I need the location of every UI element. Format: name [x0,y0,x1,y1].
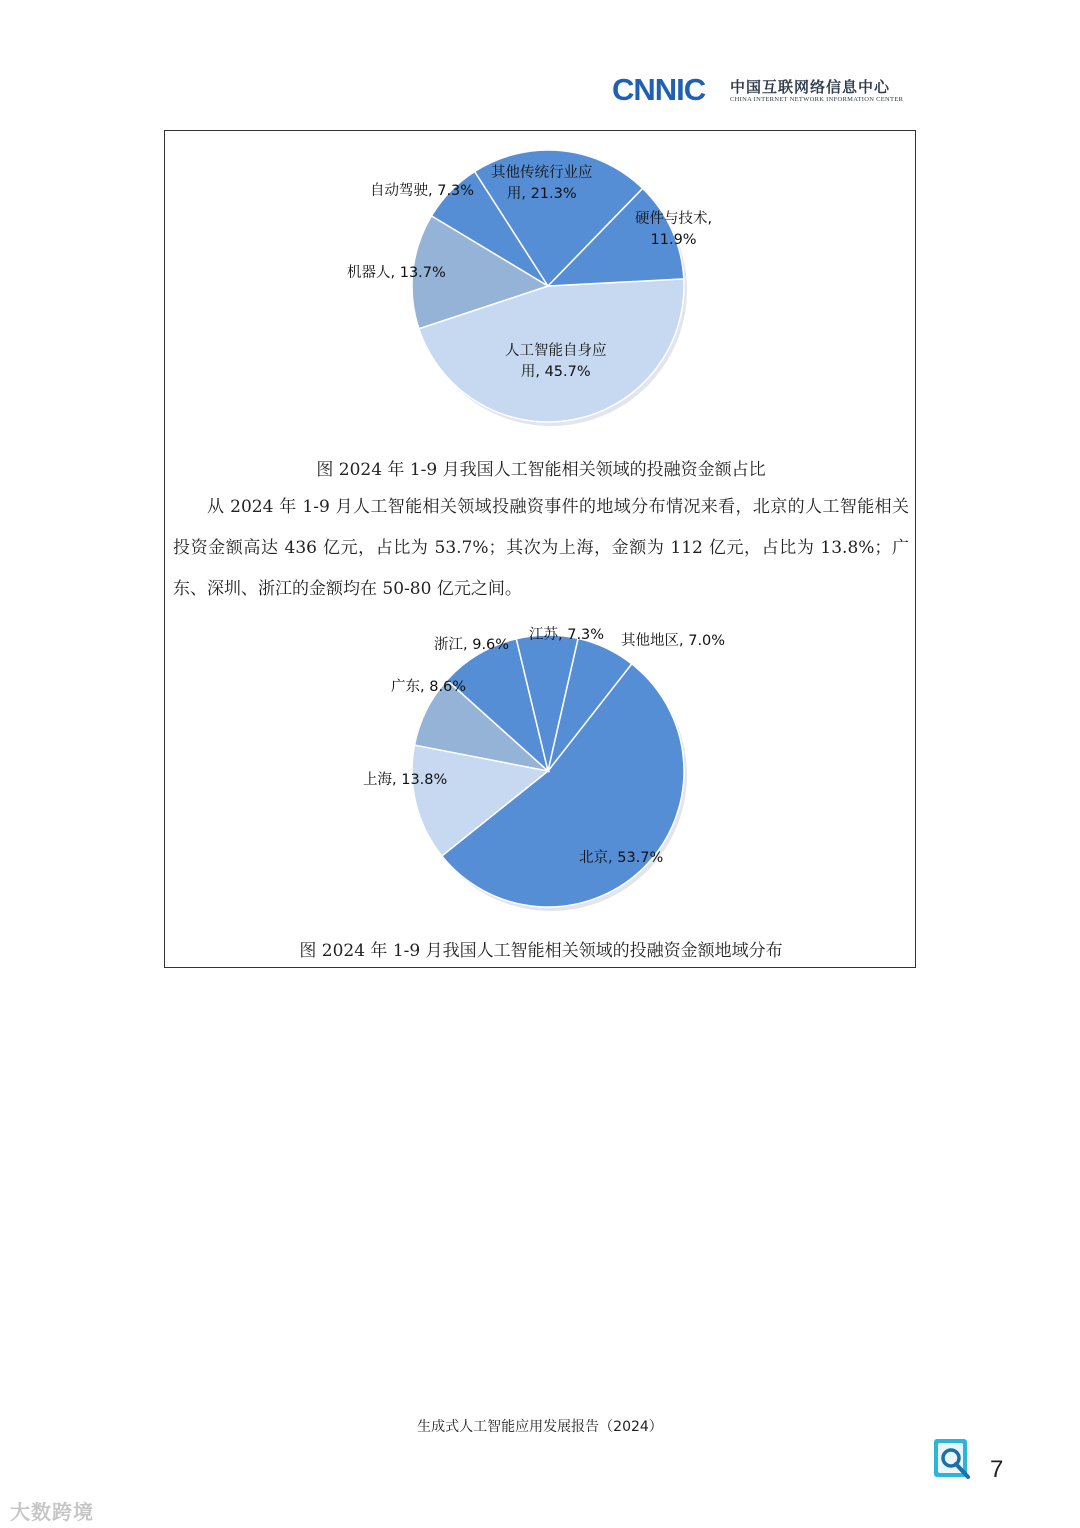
body-paragraph: 从 2024 年 1-9 月人工智能相关领域投融资事件的地域分布情况来看，北京的人工智能相关投资金额高达 436 亿元，占比为 53.7%；其次为上海，金额为 112 亿元，占比为 13.8%；广东、深圳、浙江的金额均在 50-80 亿元之间。 [173,497,909,599]
figure2-caption: 图 2024 年 1-9 月我国人工智能相关领域的投融资金额地域分布 [299,941,783,961]
pie2-label-jiangsu: 江苏, 7.3% [529,627,605,643]
logo-english-name: CHINA INTERNET NETWORK INFORMATION CENTER [730,96,904,103]
watermark: 大数跨境 [10,1500,94,1524]
search-report-icon [933,1438,973,1480]
logo-chinese-name: 中国互联网络信息中心 [730,78,891,96]
figure-frame [164,130,916,968]
pie2-label-beijing: 北京, 53.7% [579,850,664,866]
pie1-label-autonomous-driving: 自动驾驶, 7.3% [370,183,475,199]
pie2-label-shanghai: 上海, 13.8% [363,772,448,788]
pie2-label-other-regions: 其他地区, 7.0% [621,633,726,649]
pie1-label-hardware-tech: 硬件与技术, 11.9% [635,211,713,248]
figure1-caption: 图 2024 年 1-9 月我国人工智能相关领域的投融资金额占比 [316,460,766,480]
pie-chart-regional-distribution [165,131,917,921]
page-number: 7 [990,1456,1004,1483]
pie1-label-robot: 机器人, 13.7% [347,265,446,281]
footer-report-title: 生成式人工智能应用发展报告（2024） [417,1419,663,1435]
logo-mark: CNNIC [612,72,706,107]
pie1-label-other-industries: 其他传统行业应 用, 21.3% [491,165,593,202]
pie2-label-zhejiang: 浙江, 9.6% [434,637,510,653]
pie1-label-ai-self: 人工智能自身应 用, 45.7% [505,343,607,380]
cnnic-logo [612,72,922,108]
pie2-label-guangdong: 广东, 8.6% [391,679,467,695]
